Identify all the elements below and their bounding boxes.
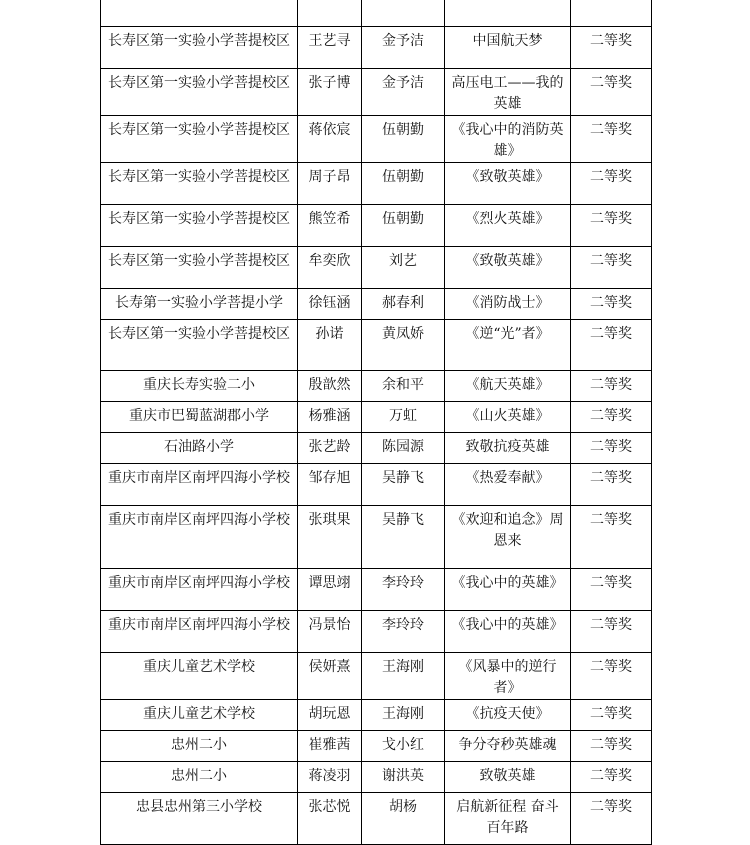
school-cell: 长寿第一实验小学菩提小学 (101, 289, 298, 320)
school-cell: 长寿区第一实验小学菩提校区 (101, 320, 298, 371)
award-cell: 二等奖 (571, 163, 652, 205)
school-cell: 长寿区第一实验小学菩提校区 (101, 205, 298, 247)
teacher-cell: 金予洁 (362, 27, 445, 69)
work-cell: 《热爱奉献》 (445, 464, 571, 506)
table-row (101, 611, 652, 653)
work-cell: 《航天英雄》 (445, 371, 571, 402)
student-cell: 冯景怡 (298, 611, 362, 653)
table-row (101, 320, 652, 371)
award-cell: 二等奖 (571, 247, 652, 289)
award-cell: 二等奖 (571, 506, 652, 569)
teacher-cell: 黄凤娇 (362, 320, 445, 371)
work-cell: 《我心中的英雄》 (445, 569, 571, 611)
award-cell: 二等奖 (571, 793, 652, 845)
table-row (101, 433, 652, 464)
teacher-cell: 吴静飞 (362, 506, 445, 569)
work-cell: 《风暴中的逆行者》 (445, 653, 571, 700)
table-row (101, 700, 652, 731)
award-cell: 二等奖 (571, 464, 652, 506)
work-cell: 《我心中的英雄》 (445, 611, 571, 653)
award-cell: 二等奖 (571, 289, 652, 320)
school-cell: 重庆市巴蜀蓝湖郡小学 (101, 402, 298, 433)
student-cell: 杨雅涵 (298, 402, 362, 433)
award-cell: 二等奖 (571, 569, 652, 611)
school-cell: 重庆市南岸区南坪四海小学校 (101, 464, 298, 506)
school-cell: 长寿区第一实验小学菩提校区 (101, 163, 298, 205)
work-cell: 《烈火英雄》 (445, 205, 571, 247)
work-cell: 《山火英雄》 (445, 402, 571, 433)
table-row (101, 289, 652, 320)
award-cell: 二等奖 (571, 116, 652, 163)
student-cell: 王艺寻 (298, 27, 362, 69)
school-cell: 重庆儿童艺术学校 (101, 700, 298, 731)
work-cell: 争分夺秒英雄魂 (445, 731, 571, 762)
table-row (101, 371, 652, 402)
work-cell: 《我心中的消防英雄》 (445, 116, 571, 163)
teacher-cell: 王海刚 (362, 700, 445, 731)
award-cell (571, 0, 652, 27)
school-cell: 忠州二小 (101, 731, 298, 762)
school-cell: 长寿区第一实验小学菩提校区 (101, 116, 298, 163)
table-row (101, 793, 652, 845)
work-cell: 致敬抗疫英雄 (445, 433, 571, 464)
student-cell: 蒋依宸 (298, 116, 362, 163)
work-cell: 中国航天梦 (445, 27, 571, 69)
student-cell: 牟奕欣 (298, 247, 362, 289)
table-row (101, 464, 652, 506)
student-cell: 侯妍熹 (298, 653, 362, 700)
teacher-cell: 郝春利 (362, 289, 445, 320)
award-cell: 二等奖 (571, 205, 652, 247)
student-cell: 张艺龄 (298, 433, 362, 464)
school-cell: 重庆长寿实验二小 (101, 371, 298, 402)
school-cell: 忠县忠州第三小学校 (101, 793, 298, 845)
work-cell: 《抗疫天使》 (445, 700, 571, 731)
table-row (101, 569, 652, 611)
table-row (101, 402, 652, 433)
teacher-cell: 伍朝勤 (362, 116, 445, 163)
award-cell: 二等奖 (571, 320, 652, 371)
award-cell: 二等奖 (571, 762, 652, 793)
teacher-cell: 伍朝勤 (362, 205, 445, 247)
work-cell (445, 0, 571, 27)
school-cell: 重庆儿童艺术学校 (101, 653, 298, 700)
student-cell: 熊笠希 (298, 205, 362, 247)
award-cell: 二等奖 (571, 731, 652, 762)
student-cell: 谭思翊 (298, 569, 362, 611)
table-row (101, 762, 652, 793)
table-row (101, 205, 652, 247)
student-cell: 崔雅茜 (298, 731, 362, 762)
school-cell: 长寿区第一实验小学菩提校区 (101, 27, 298, 69)
table-row (101, 163, 652, 205)
student-cell: 张芯悦 (298, 793, 362, 845)
work-cell: 《逆“光”者》 (445, 320, 571, 371)
student-cell: 张琪果 (298, 506, 362, 569)
award-table-body (101, 0, 652, 845)
table-row (101, 506, 652, 569)
table-row (101, 27, 652, 69)
student-cell: 殷歆然 (298, 371, 362, 402)
student-cell (298, 0, 362, 27)
work-cell: 启航新征程 奋斗百年路 (445, 793, 571, 845)
table-row (101, 247, 652, 289)
student-cell: 邹存旭 (298, 464, 362, 506)
teacher-cell: 金予洁 (362, 69, 445, 116)
table-row (101, 116, 652, 163)
award-cell: 二等奖 (571, 402, 652, 433)
school-cell: 忠州二小 (101, 762, 298, 793)
work-cell: 高压电工——我的英雄 (445, 69, 571, 116)
student-cell: 徐钰涵 (298, 289, 362, 320)
school-cell: 重庆市南岸区南坪四海小学校 (101, 506, 298, 569)
award-cell: 二等奖 (571, 653, 652, 700)
school-cell: 长寿区第一实验小学菩提校区 (101, 247, 298, 289)
student-cell: 周子昂 (298, 163, 362, 205)
award-cell: 二等奖 (571, 611, 652, 653)
school-cell: 石油路小学 (101, 433, 298, 464)
teacher-cell: 万虹 (362, 402, 445, 433)
work-cell: 致敬英雄 (445, 762, 571, 793)
school-cell: 重庆市南岸区南坪四海小学校 (101, 569, 298, 611)
teacher-cell: 胡杨 (362, 793, 445, 845)
student-cell: 张子博 (298, 69, 362, 116)
student-cell: 胡玩恩 (298, 700, 362, 731)
teacher-cell: 戈小红 (362, 731, 445, 762)
work-cell: 《致敬英雄》 (445, 247, 571, 289)
award-cell: 二等奖 (571, 69, 652, 116)
work-cell: 《消防战士》 (445, 289, 571, 320)
school-cell (101, 0, 298, 27)
award-cell: 二等奖 (571, 433, 652, 464)
work-cell: 《致敬英雄》 (445, 163, 571, 205)
teacher-cell (362, 0, 445, 27)
table-row (101, 731, 652, 762)
school-cell: 长寿区第一实验小学菩提校区 (101, 69, 298, 116)
teacher-cell: 谢洪英 (362, 762, 445, 793)
student-cell: 孙诺 (298, 320, 362, 371)
teacher-cell: 吴静飞 (362, 464, 445, 506)
award-table (100, 0, 652, 845)
award-cell: 二等奖 (571, 27, 652, 69)
teacher-cell: 伍朝勤 (362, 163, 445, 205)
teacher-cell: 王海刚 (362, 653, 445, 700)
student-cell: 蒋凌羽 (298, 762, 362, 793)
award-cell: 二等奖 (571, 371, 652, 402)
work-cell: 《欢迎和追念》周恩来 (445, 506, 571, 569)
school-cell: 重庆市南岸区南坪四海小学校 (101, 611, 298, 653)
table-row (101, 653, 652, 700)
table-row (101, 69, 652, 116)
award-cell: 二等奖 (571, 700, 652, 731)
teacher-cell: 刘艺 (362, 247, 445, 289)
teacher-cell: 陈园源 (362, 433, 445, 464)
teacher-cell: 李玲玲 (362, 611, 445, 653)
table-row (101, 0, 652, 27)
teacher-cell: 李玲玲 (362, 569, 445, 611)
teacher-cell: 余和平 (362, 371, 445, 402)
